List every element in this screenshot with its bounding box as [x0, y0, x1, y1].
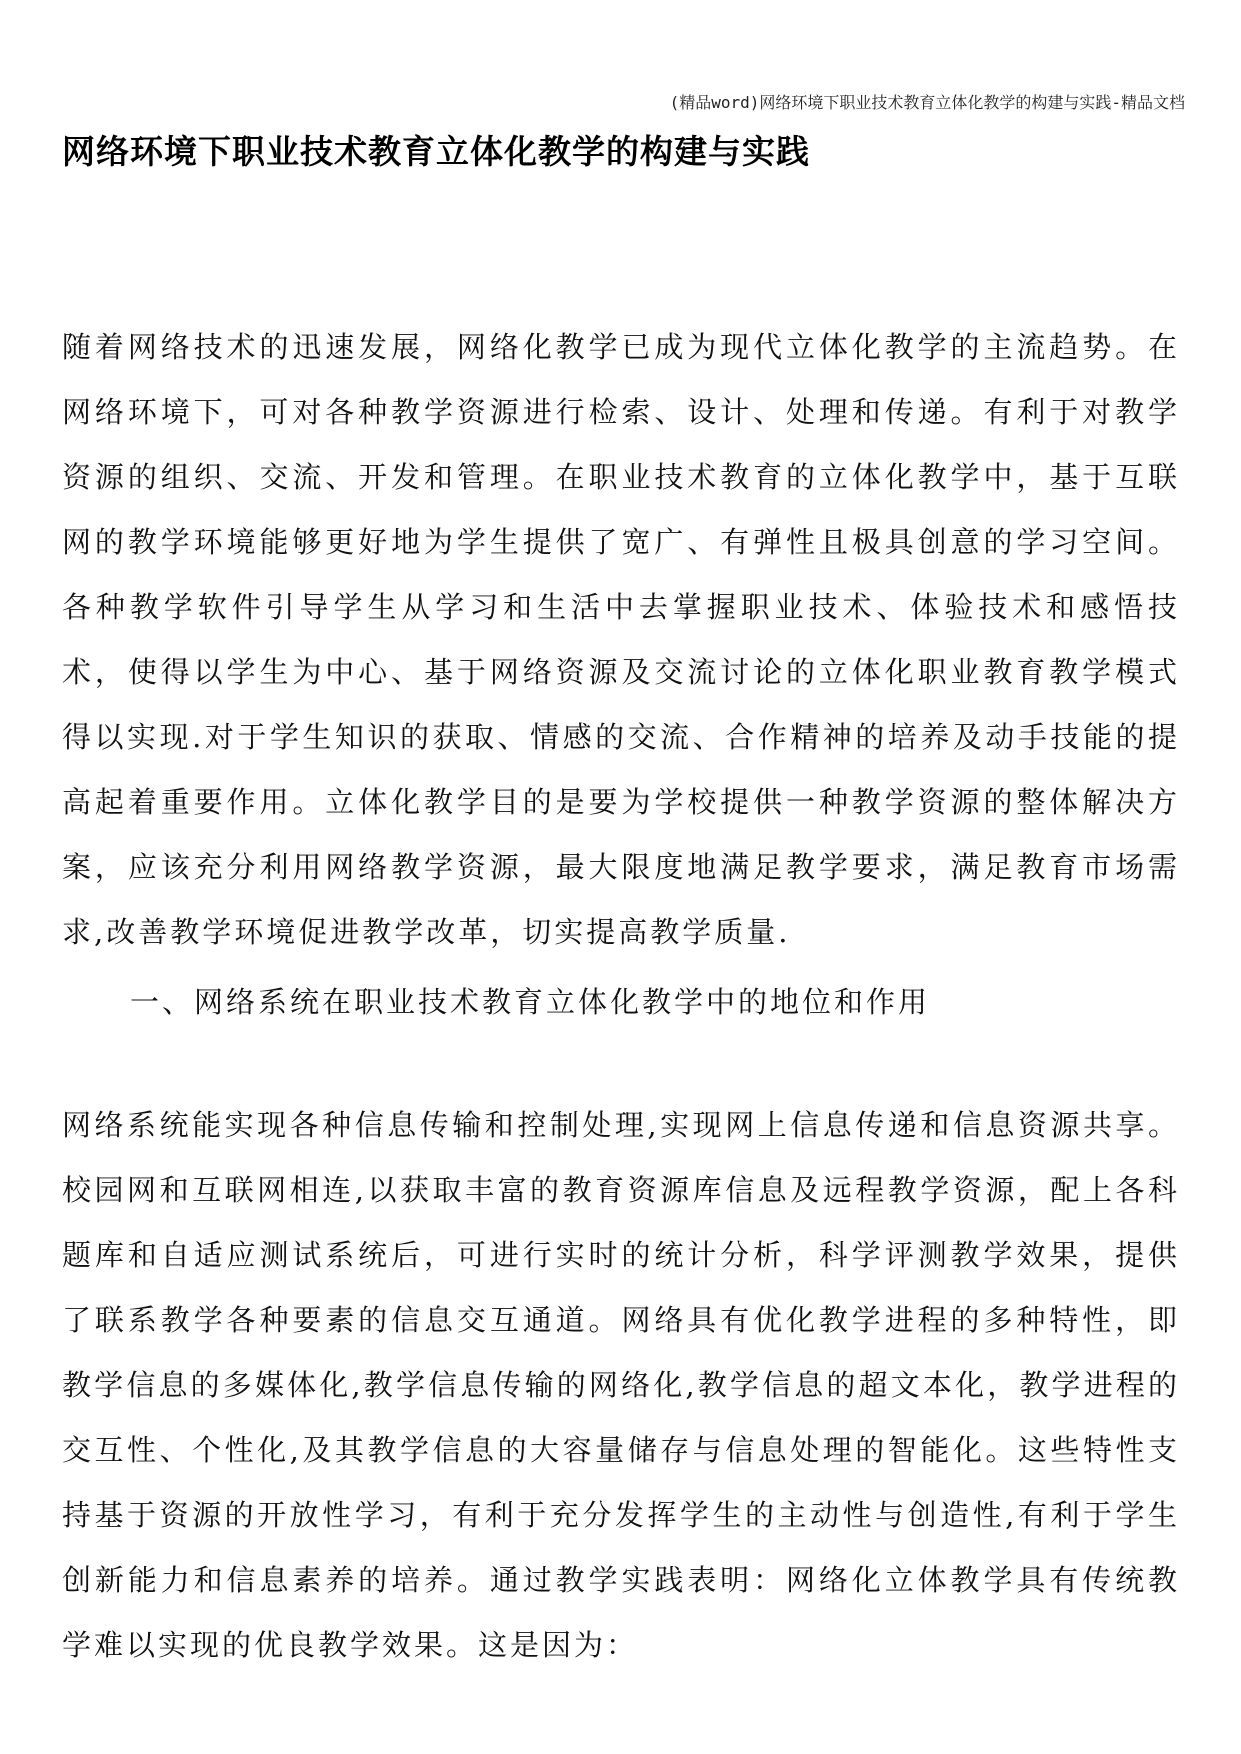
section-heading-1: 一、网络系统在职业技术教育立体化教学中的地位和作用 — [130, 985, 931, 1019]
body-paragraph-1: 随着网络技术的迅速发展，网络化教学已成为现代立体化教学的主流趋势。在网络环境下，可对各种教学资源进行检索、设计、处理和传递。有利于对教学资源的组织、交流、开发和管理。在职业技术教育的立体化教学中，基于互联网的教学环境能够更好地为学生提供了宽广、有弹性且极具创意的学习空间。各种教学软件引导学生从学习和生活中去掌握职业技术、体验技术和感悟技术，使得以学生为中心、基于网络资源及交流讨论的立体化职业教育教学模式得以实现.对于学生知识的获取、情感的交流、合作精神的培养及动手技能的提高起着重要作用。立体化教学目的是要为学校提供一种教学资源的整体解决方案，应该充分利用网络教学资源，最大限度地满足教学要求，满足教育市场需求,改善教学环境促进教学改革，切实提高教学质量. — [62, 330, 1180, 949]
running-header: (精品word)网络环境下职业技术教育立体化教学的构建与实践-精品文档 — [669, 93, 1185, 112]
document-title: 网络环境下职业技术教育立体化教学的构建与实践 — [62, 132, 810, 171]
body-paragraph-2: 网络系统能实现各种信息传输和控制处理,实现网上信息传递和信息资源共享。校园网和互联网相连,以获取丰富的教育资源库信息及远程教学资源，配上各科题库和自适应测试系统后，可进行实时的统计分析，科学评测教学效果，提供了联系教学各种要素的信息交互通道。网络具有优化教学进程的多种特性，即教学信息的多媒体化,教学信息传输的网络化,教学信息的超文本化，教学进程的交互性、个性化,及其教学信息的大容量储存与信息处理的智能化。这些特性支持基于资源的开放性学习，有利于充分发挥学生的主动性与创造性,有利于学生创新能力和信息素养的培养。通过教学实践表明：网络化立体教学具有传统教学难以实现的优良教学效果。这是因为： — [62, 1108, 1180, 1662]
